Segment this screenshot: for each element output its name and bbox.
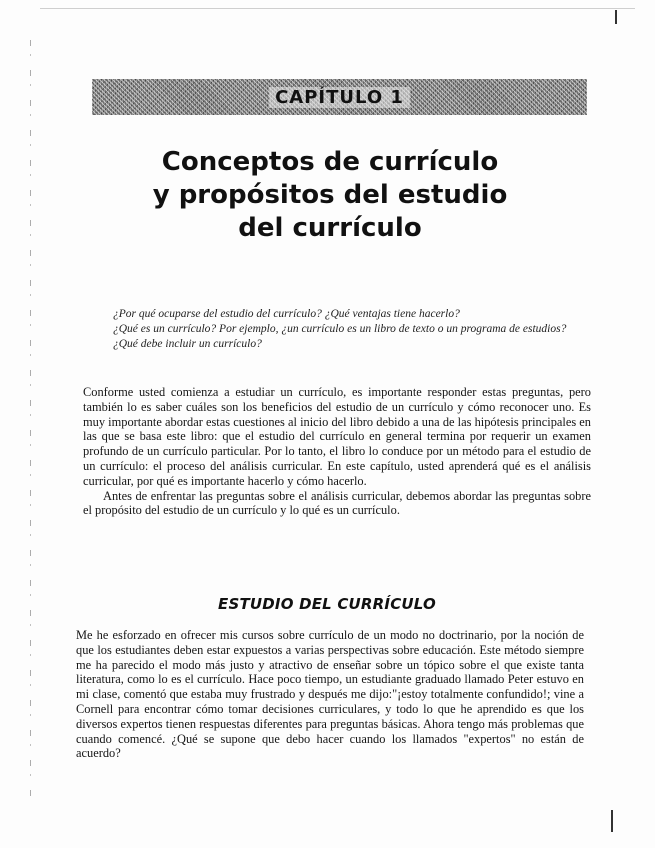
chapter-title-line-3: del currículo [238,213,422,243]
scan-edge-top [40,8,635,9]
section-heading: ESTUDIO DEL CURRÍCULO [218,595,436,613]
chapter-title-line-2: y propósitos del estudio [152,180,508,210]
section-body [76,628,584,761]
scan-edge-right-mark [615,10,617,24]
chapter-title [80,146,580,245]
question-3: ¿Qué debe incluir un currículo? [113,338,262,350]
scan-edge-left [30,40,31,800]
intro-paragraph-1: Conforme usted comienza a estudiar un currículo, es importante responder estas preguntas, pero también lo es saber cuáles son los beneficios del estudio de un currículo y cómo reconocer uno. Es muy importante abordar estas cuestiones al inicio del libro debido a una de las hipótesis principales en las que se basa este libro: que el estudio del currículo en general termina por requerir un examen profundo de un currículo particular. Por lo tanto, el libro lo conduce por un método para el estudio de un currículo: el proceso del análisis curricular. En este capítulo, usted aprenderá qué es el análisis curricular, por qué es importante hacerlo y cómo hacerlo. [83,385,591,488]
scan-edge-right-bottom-mark [611,810,613,832]
chapter-label: CAPÍTULO 1 [269,87,410,108]
intro-paragraph-2: Antes de enfrentar las preguntas sobre el análisis curricular, debemos abordar las preguntas sobre el propósito del estudio de un currículo y lo qué es un currículo. [83,488,591,518]
guiding-questions [113,307,593,352]
intro-text [83,385,591,518]
chapter-banner [92,79,587,115]
question-1: ¿Por qué ocuparse del estudio del currículo? ¿Qué ventajas tiene hacerlo? [113,308,460,320]
section-paragraph: Me he esforzado en ofrecer mis cursos sobre currículo de un modo no doctrinario, por la noción de que los estudiantes deben estar expuestos a varias perspectivas sobre educación. Este método siempre me ha parecido el modo más justo y atractivo de enseñar sobre un tópico sobre el que existe tanta literatura, como lo es el currículo. Hace poco tiempo, un estudiante graduado llamado Peter estuvo en mi clase, comentó que estaba muy frustrado y después me dijo:"¡estoy totalmente confundido!; vine a Cornell para encontrar cómo tomar decisiones curriculares, y todo lo que he aprendido es que los diversos expertos tienen respuestas diferentes para preguntas básicas. Ahora tengo más problemas que cuando comencé. ¿Qué se supone que debo hacer cuando los llamados "expertos" no están de acuerdo? [76,628,584,761]
question-2: ¿Qué es un currículo? Por ejemplo, ¿un currículo es un libro de texto o un programa de estudios? [113,323,567,335]
chapter-title-line-1: Conceptos de currículo [161,147,499,177]
